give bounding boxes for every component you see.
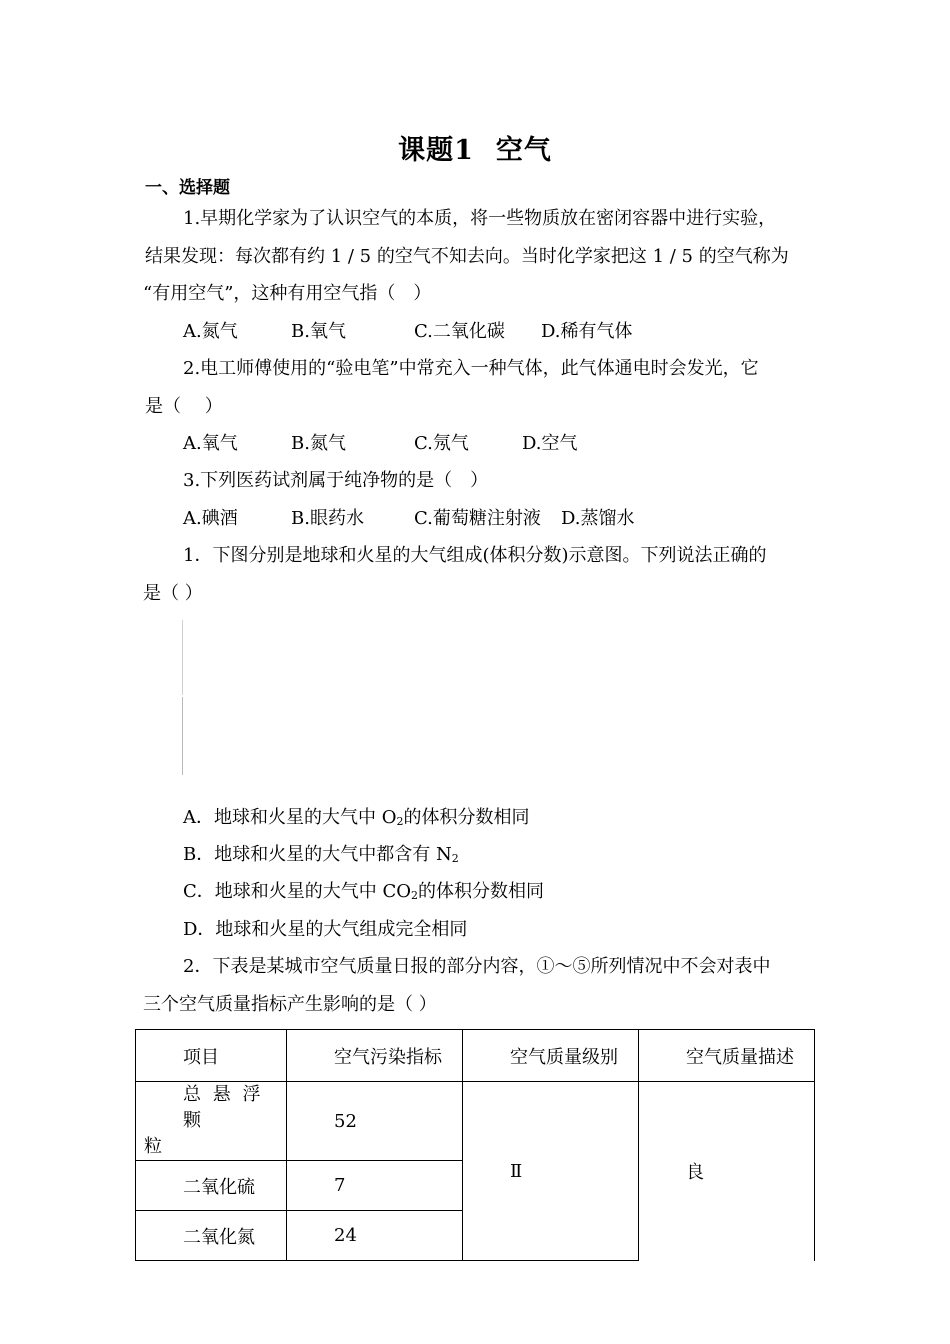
row1-value-cell bbox=[287, 1082, 463, 1161]
q4-option-d: D．地球和火星的大气组成完全相同 bbox=[183, 919, 468, 940]
figure-border-upper bbox=[182, 620, 183, 695]
header-item-label: 项目 bbox=[183, 1046, 219, 1068]
page-title bbox=[0, 128, 950, 167]
q4-option-b-subscript: 2 bbox=[451, 852, 459, 865]
q4-option-c-subscript: 2 bbox=[411, 889, 419, 902]
q4-option-b-text: B．地球和火星的大气中都含有 N bbox=[183, 844, 452, 865]
q4-option-c-text: C．地球和火星的大气中 CO bbox=[183, 881, 412, 902]
q1-line1: 1.早期化学家为了认识空气的本质，将一些物质放在密闭容器中进行实验， bbox=[183, 208, 777, 229]
q4-option-a-text: A．地球和火星的大气中 O bbox=[183, 807, 397, 828]
row2-item-text: 二氧化硫 bbox=[183, 1176, 255, 1198]
figure-border-lower bbox=[182, 697, 183, 775]
row2-value: 7 bbox=[334, 1175, 346, 1196]
header-level-label: 空气质量级别 bbox=[510, 1046, 618, 1068]
row3-value-cell bbox=[287, 1211, 463, 1261]
q1-line2: 结果发现：每次都有约 1 / 5 的空气不知去向。当时化学家把这 1 / 5 的空气称为 bbox=[145, 246, 789, 267]
q2-option-c: C.氖气 bbox=[414, 433, 469, 454]
q1-option-d: D.稀有气体 bbox=[541, 321, 633, 342]
q3-line1: 3.下列医药试剂属于纯净物的是（ ） bbox=[183, 470, 489, 491]
header-cell-item bbox=[136, 1030, 287, 1082]
q2-line1: 2.电工师傅使用的“验电笔”中常充入一种气体，此气体通电时会发光，它 bbox=[183, 358, 759, 379]
q3-option-a: A.碘酒 bbox=[183, 508, 238, 529]
q2-option-a: A.氧气 bbox=[183, 433, 238, 454]
row1-item-text: 总 悬 浮 颗 bbox=[183, 1084, 264, 1131]
row3-item-text: 二氧化氮 bbox=[183, 1226, 255, 1248]
q3-option-c: C.葡萄糖注射液 bbox=[414, 508, 541, 529]
section-heading: 一、选择题 bbox=[145, 178, 230, 198]
q4-option-c-text-end: 的体积分数相同 bbox=[418, 881, 545, 902]
q3-option-b: B.眼药水 bbox=[291, 508, 364, 529]
q2-option-d: D.空气 bbox=[522, 433, 578, 454]
row2-item-cell bbox=[136, 1161, 287, 1211]
q1-option-b: B.氧气 bbox=[291, 321, 346, 342]
header-cell-description bbox=[639, 1030, 815, 1082]
q1-option-c: C.二氧化碳 bbox=[414, 321, 505, 342]
row3-value: 24 bbox=[334, 1225, 357, 1246]
table-header-row bbox=[136, 1030, 815, 1082]
row1-value: 52 bbox=[334, 1110, 357, 1132]
row1-item-cell bbox=[136, 1082, 287, 1161]
q3-option-d: D.蒸馏水 bbox=[561, 508, 635, 529]
level-cell bbox=[463, 1082, 639, 1261]
q4-option-a-text-end: 的体积分数相同 bbox=[403, 807, 530, 828]
q4-option-a bbox=[183, 806, 529, 834]
q4-line1: 1．下图分别是地球和火星的大气组成(体积分数)示意图。下列说法正确的 bbox=[183, 545, 767, 566]
table-row bbox=[136, 1082, 815, 1161]
air-quality-description: 良 bbox=[686, 1162, 704, 1184]
row1-item-text-wrap: 粒 bbox=[144, 1136, 162, 1157]
q5-line2: 三个空气质量指标产生影响的是（ ） bbox=[143, 994, 437, 1015]
header-description-label: 空气质量描述 bbox=[686, 1046, 794, 1068]
q4-option-c bbox=[183, 880, 544, 908]
q4-line2: 是（ ） bbox=[143, 583, 203, 604]
q5-line1: 2．下表是某城市空气质量日报的部分内容，①～⑤所列情况中不会对表中 bbox=[183, 956, 771, 977]
air-quality-table bbox=[135, 1029, 815, 1261]
q1-option-a: A.氮气 bbox=[183, 321, 238, 342]
row3-item-cell bbox=[136, 1211, 287, 1261]
row2-value-cell bbox=[287, 1161, 463, 1211]
header-index-label: 空气污染指标 bbox=[334, 1046, 442, 1068]
header-cell-level bbox=[463, 1030, 639, 1082]
q4-option-b bbox=[183, 843, 459, 871]
header-cell-index bbox=[287, 1030, 463, 1082]
title-part2: 空气 bbox=[495, 135, 552, 166]
air-quality-level: Ⅱ bbox=[510, 1160, 523, 1182]
q2-line2: 是（ ） bbox=[145, 396, 223, 417]
description-cell bbox=[639, 1082, 815, 1261]
q2-option-b: B.氮气 bbox=[291, 433, 346, 454]
title-part1: 课题1 bbox=[398, 135, 474, 166]
q1-line3: “有用空气”，这种有用空气指（ ） bbox=[143, 283, 432, 304]
q4-option-a-subscript: 2 bbox=[396, 815, 404, 828]
